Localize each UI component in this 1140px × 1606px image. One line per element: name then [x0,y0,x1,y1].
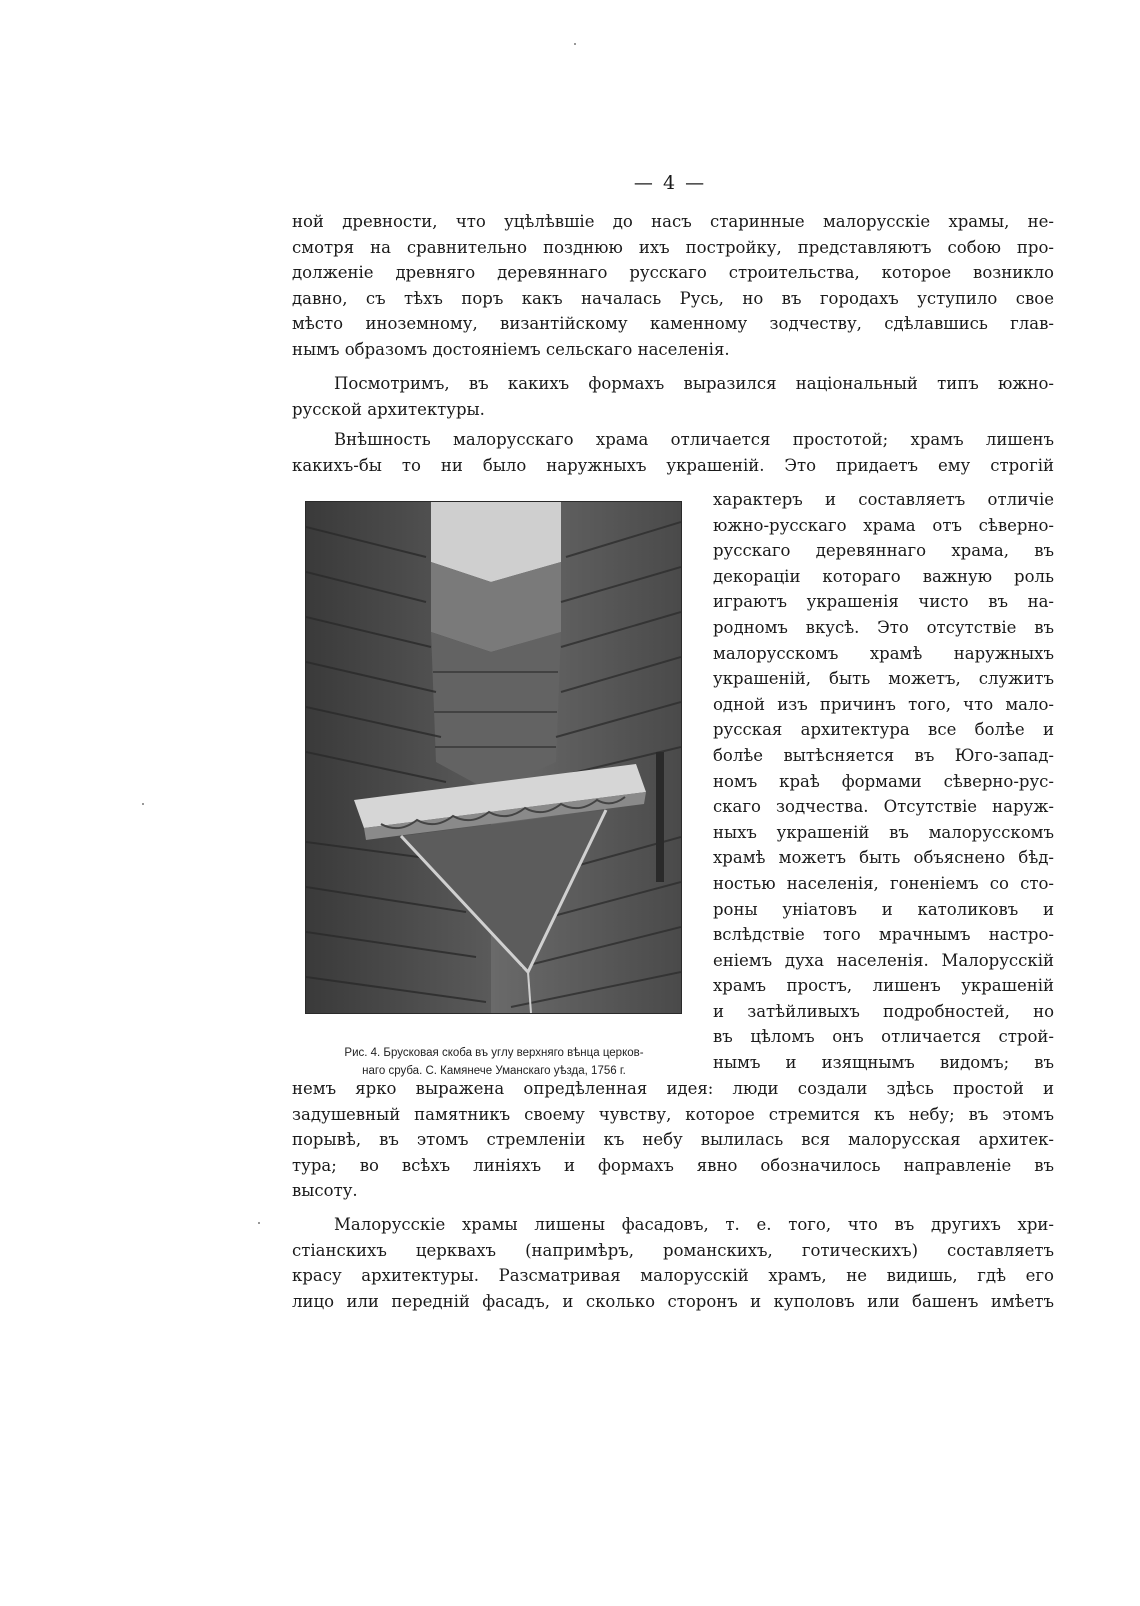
caption-line: наго сруба. С. Камянече Уманскаго уѣзда, 1756 г. [362,1065,626,1077]
text-line: немъ ярко выражена опредѣленная идея: люди создали здѣсь простой и [292,1079,1054,1098]
text-line: ностью населенія, гоненіемъ со сто- [713,873,1054,893]
text-line: какихъ-бы то ни было наружныхъ украшеній. Это придаетъ ему строгій [292,455,1054,475]
text-line: болѣе вытѣсняется въ Юго-запад- [713,745,1054,765]
figure-caption [298,1044,690,1080]
paragraph-facades [292,1212,1054,1314]
text-line: Малорусскіе храмы лишены фасадовъ, т. е. того, что въ другихъ хри- [334,1215,1054,1234]
text-line: стіанскихъ церквахъ (напримѣръ, романскихъ, готическихъ) составляетъ [292,1240,1054,1260]
text-line: порывѣ, въ этомъ стремленіи къ небу вылилась вся малорусская архитек- [292,1130,1054,1150]
text-line: еніемъ духа населенія. Малорусскій [713,950,1054,970]
text-line: одной изъ причинъ того, что мало- [713,694,1054,714]
text-line: и затѣйливыхъ подробностей, но [713,1001,1054,1021]
text-line: южно-русскаго храма отъ сѣверно- [713,515,1054,535]
paragraph-national-type [292,371,1054,422]
text-line: ныхъ украшеній въ малорусскомъ [713,822,1054,842]
text-line: русской архитектуры. [292,399,485,419]
text-line: Внѣшность малорусскаго храма отличается простотой; храмъ лишенъ [334,430,1054,449]
text-line: высоту. [292,1181,358,1201]
paragraph-exterior [292,427,1054,478]
text-line: въ цѣломъ онъ отличается строй- [713,1027,1054,1047]
text-line: тура; во всѣхъ линіяхъ и формахъ явно обозначилось направленіе въ [292,1155,1054,1175]
church-corner-bracket-illustration [306,502,681,1013]
print-speck [574,43,576,45]
text-line: Посмотримъ, въ какихъ формахъ выразился національный типъ южно- [334,374,1054,393]
text-line: ной древности, что уцѣлѣвшіе до насъ старинные малорусскіе храмы, не- [292,212,1054,231]
text-line: красу архитектуры. Разсматривая малорусскій храмъ, не видишь, гдѣ его [292,1266,1054,1286]
text-line: русская архитектура все болѣе и [713,720,1054,740]
text-line: мѣсто иноземному, византійскому каменному зодчеству, сдѣлавшись глав- [292,314,1054,334]
text-line: вслѣдствіе того мрачнымъ настро- [713,925,1054,945]
text-line: нымъ образомъ достояніемъ сельскаго населенія. [292,339,730,359]
text-line: русскаго деревяннаго храма, въ [713,541,1054,561]
print-speck [258,1222,260,1224]
text-line: смотря на сравнительно позднюю ихъ постройку, представляютъ собою про- [292,237,1054,257]
text-line: играютъ украшенія чисто въ на- [713,592,1054,612]
text-line: характеръ и составляетъ отличіе [713,490,1054,509]
text-line: нымъ и изящнымъ видомъ; въ [713,1053,1054,1073]
text-line: малорусскомъ храмѣ наружныхъ [713,643,1054,663]
text-line: родномъ вкусѣ. Это отсутствіе въ [713,617,1054,637]
side-column-text [713,487,1054,1076]
paragraph-idea [292,1076,1054,1204]
text-line: декораціи котораго важную роль [713,566,1054,586]
caption-line: Рис. 4. Брусковая скоба въ углу верхняго вѣнца церков- [344,1047,644,1059]
figure-4-photo [305,501,682,1014]
paragraph-continued [292,209,1054,363]
text-line: номъ краѣ формами сѣверно-рус- [713,771,1054,791]
text-line: долженіе древняго деревяннаго русскаго строительства, которое возникло [292,263,1054,283]
text-line: лицо или передній фасадъ, и сколько сторонъ и куполовъ или башенъ имѣетъ [292,1291,1054,1311]
text-line: давно, съ тѣхъ поръ какъ началась Русь, но въ городахъ уступило свое [292,288,1054,308]
text-line: украшеній, быть можетъ, служитъ [713,669,1054,689]
text-line: роны уніатовъ и католиковъ и [713,899,1054,919]
text-line: храмъ простъ, лишенъ украшеній [713,976,1054,996]
text-line: задушевный памятникъ своему чувству, которое стремится къ небу; въ этомъ [292,1104,1054,1124]
text-line: скаго зодчества. Отсутствіе наруж- [713,797,1054,817]
page-number: — 4 — [633,172,707,194]
print-speck [142,803,144,805]
text-line: храмѣ можетъ быть объяснено бѣд- [713,848,1054,868]
